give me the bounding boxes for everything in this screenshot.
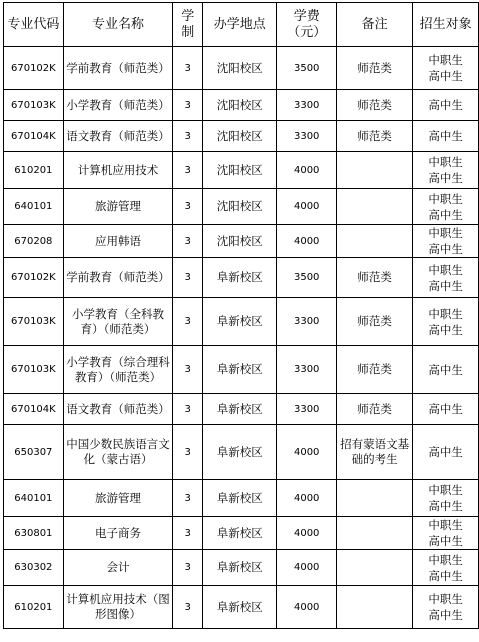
cell-target bbox=[413, 586, 479, 629]
cell-name: 小学教育（综合理科教育）（师范类） bbox=[63, 346, 173, 394]
cell-location: 阜新校区 bbox=[203, 550, 277, 586]
cell-code: 670103K bbox=[4, 298, 64, 346]
cell-fee: 3300 bbox=[277, 394, 337, 425]
cell-code: 670102K bbox=[4, 258, 64, 298]
cell-note bbox=[336, 550, 412, 586]
table-header bbox=[4, 3, 479, 47]
table-row bbox=[4, 225, 479, 258]
table-row bbox=[4, 346, 479, 394]
cell-note bbox=[336, 152, 412, 189]
cell-note bbox=[336, 189, 412, 225]
cell-name: 学前教育（师范类） bbox=[63, 47, 173, 90]
cell-fee: 3500 bbox=[277, 47, 337, 90]
header-code: 专业代码 bbox=[4, 3, 64, 47]
cell-fee: 3300 bbox=[277, 298, 337, 346]
target-item: 中职生 bbox=[428, 191, 463, 206]
cell-duration: 3 bbox=[173, 346, 203, 394]
cell-fee: 3300 bbox=[277, 90, 337, 121]
target-item: 高中生 bbox=[428, 129, 463, 143]
cell-target bbox=[413, 480, 479, 517]
cell-note: 师范类 bbox=[336, 298, 412, 346]
table-row bbox=[4, 298, 479, 346]
cell-target bbox=[413, 394, 479, 425]
cell-note: 师范类 bbox=[336, 258, 412, 298]
table-row bbox=[4, 586, 479, 629]
cell-location: 沈阳校区 bbox=[203, 47, 277, 90]
cell-name: 小学教育（全科教育）（师范类） bbox=[63, 298, 173, 346]
target-item: 中职生 bbox=[428, 306, 463, 321]
cell-fee: 4000 bbox=[277, 517, 337, 550]
cell-code: 670104K bbox=[4, 394, 64, 425]
cell-location: 沈阳校区 bbox=[203, 152, 277, 189]
cell-note: 师范类 bbox=[336, 121, 412, 152]
cell-name: 语文教育（师范类） bbox=[63, 394, 173, 425]
cell-note bbox=[336, 517, 412, 550]
cell-name: 电子商务 bbox=[63, 517, 173, 550]
target-item: 中职生 bbox=[428, 592, 463, 606]
cell-note: 师范类 bbox=[336, 90, 412, 121]
table-row bbox=[4, 189, 479, 225]
header-target: 招生对象 bbox=[413, 3, 479, 47]
cell-duration: 3 bbox=[173, 394, 203, 425]
target-item: 高中生 bbox=[428, 69, 463, 83]
cell-note: 招有蒙语文基础的考生 bbox=[336, 425, 412, 480]
cell-target bbox=[413, 425, 479, 480]
cell-target bbox=[413, 90, 479, 121]
cell-target bbox=[413, 121, 479, 152]
target-item: 高中生 bbox=[428, 207, 463, 222]
table-row bbox=[4, 90, 479, 121]
target-item: 高中生 bbox=[428, 98, 463, 112]
cell-note bbox=[336, 225, 412, 258]
cell-duration: 3 bbox=[173, 258, 203, 298]
cell-fee: 4000 bbox=[277, 480, 337, 517]
cell-duration: 3 bbox=[173, 586, 203, 629]
cell-fee: 3500 bbox=[277, 258, 337, 298]
table-row bbox=[4, 121, 479, 152]
target-item: 高中生 bbox=[428, 242, 463, 256]
cell-location: 沈阳校区 bbox=[203, 121, 277, 152]
cell-target bbox=[413, 346, 479, 394]
target-item: 高中生 bbox=[428, 499, 463, 513]
cell-location: 阜新校区 bbox=[203, 394, 277, 425]
cell-code: 670103K bbox=[4, 346, 64, 394]
cell-target bbox=[413, 258, 479, 298]
cell-location: 阜新校区 bbox=[203, 258, 277, 298]
cell-code: 650307 bbox=[4, 425, 64, 480]
cell-target bbox=[413, 47, 479, 90]
table-row bbox=[4, 152, 479, 189]
header-name: 专业名称 bbox=[63, 3, 173, 47]
target-item: 中职生 bbox=[428, 552, 463, 567]
cell-name: 学前教育（师范类） bbox=[63, 258, 173, 298]
cell-duration: 3 bbox=[173, 121, 203, 152]
cell-fee: 4000 bbox=[277, 550, 337, 586]
target-item: 高中生 bbox=[428, 362, 463, 377]
table-body bbox=[4, 47, 479, 629]
cell-note: 师范类 bbox=[336, 346, 412, 394]
target-item: 中职生 bbox=[428, 262, 463, 277]
cell-duration: 3 bbox=[173, 550, 203, 586]
header-note: 备注 bbox=[336, 3, 412, 47]
cell-fee: 4000 bbox=[277, 586, 337, 629]
cell-duration: 3 bbox=[173, 298, 203, 346]
cell-location: 沈阳校区 bbox=[203, 225, 277, 258]
cell-name: 计算机应用技术（图形图像） bbox=[63, 586, 173, 629]
target-item: 高中生 bbox=[428, 445, 463, 459]
cell-duration: 3 bbox=[173, 480, 203, 517]
cell-target bbox=[413, 298, 479, 346]
cell-location: 阜新校区 bbox=[203, 346, 277, 394]
target-item: 高中生 bbox=[428, 608, 463, 622]
header-row bbox=[4, 3, 479, 47]
header-location: 办学地点 bbox=[203, 3, 277, 47]
cell-location: 沈阳校区 bbox=[203, 90, 277, 121]
table-row bbox=[4, 480, 479, 517]
cell-location: 阜新校区 bbox=[203, 480, 277, 517]
cell-duration: 3 bbox=[173, 425, 203, 480]
cell-target bbox=[413, 189, 479, 225]
cell-fee: 3300 bbox=[277, 121, 337, 152]
cell-location: 阜新校区 bbox=[203, 425, 277, 480]
cell-fee: 4000 bbox=[277, 152, 337, 189]
cell-note: 师范类 bbox=[336, 394, 412, 425]
target-item: 高中生 bbox=[428, 568, 463, 583]
cell-duration: 3 bbox=[173, 225, 203, 258]
table-row bbox=[4, 47, 479, 90]
cell-code: 670103K bbox=[4, 90, 64, 121]
cell-location: 阜新校区 bbox=[203, 298, 277, 346]
target-item: 中职生 bbox=[428, 226, 463, 240]
cell-code: 630302 bbox=[4, 550, 64, 586]
header-duration: 学制 bbox=[173, 3, 203, 47]
target-item: 中职生 bbox=[428, 483, 463, 497]
enrollment-table bbox=[3, 2, 479, 629]
table-row bbox=[4, 425, 479, 480]
target-item: 高中生 bbox=[428, 278, 463, 293]
cell-duration: 3 bbox=[173, 90, 203, 121]
cell-note: 师范类 bbox=[336, 47, 412, 90]
cell-code: 670102K bbox=[4, 47, 64, 90]
cell-name: 计算机应用技术 bbox=[63, 152, 173, 189]
table-row bbox=[4, 258, 479, 298]
table-row bbox=[4, 550, 479, 586]
cell-name: 中国少数民族语言文化（蒙古语） bbox=[63, 425, 173, 480]
target-item: 高中生 bbox=[428, 171, 463, 185]
cell-name: 旅游管理 bbox=[63, 480, 173, 517]
cell-name: 应用韩语 bbox=[63, 225, 173, 258]
cell-fee: 4000 bbox=[277, 425, 337, 480]
target-item: 中职生 bbox=[428, 155, 463, 169]
cell-target bbox=[413, 550, 479, 586]
cell-location: 沈阳校区 bbox=[203, 189, 277, 225]
cell-code: 670104K bbox=[4, 121, 64, 152]
cell-fee: 4000 bbox=[277, 225, 337, 258]
header-fee: 学费（元） bbox=[277, 3, 337, 47]
cell-name: 语文教育（师范类） bbox=[63, 121, 173, 152]
cell-fee: 3300 bbox=[277, 346, 337, 394]
cell-duration: 3 bbox=[173, 47, 203, 90]
cell-name: 会计 bbox=[63, 550, 173, 586]
target-item: 高中生 bbox=[428, 402, 463, 416]
cell-target bbox=[413, 225, 479, 258]
target-item: 中职生 bbox=[428, 53, 463, 67]
target-item: 高中生 bbox=[428, 322, 463, 337]
cell-code: 630801 bbox=[4, 517, 64, 550]
cell-code: 670208 bbox=[4, 225, 64, 258]
target-item: 高中生 bbox=[428, 534, 463, 548]
cell-note bbox=[336, 480, 412, 517]
cell-code: 610201 bbox=[4, 586, 64, 629]
cell-code: 610201 bbox=[4, 152, 64, 189]
cell-code: 640101 bbox=[4, 480, 64, 517]
cell-fee: 4000 bbox=[277, 189, 337, 225]
cell-target bbox=[413, 152, 479, 189]
cell-location: 阜新校区 bbox=[203, 517, 277, 550]
cell-note bbox=[336, 586, 412, 629]
cell-code: 640101 bbox=[4, 189, 64, 225]
cell-duration: 3 bbox=[173, 189, 203, 225]
cell-name: 小学教育（师范类） bbox=[63, 90, 173, 121]
cell-name: 旅游管理 bbox=[63, 189, 173, 225]
cell-target bbox=[413, 517, 479, 550]
cell-duration: 3 bbox=[173, 517, 203, 550]
cell-duration: 3 bbox=[173, 152, 203, 189]
table-row bbox=[4, 394, 479, 425]
target-item: 中职生 bbox=[428, 518, 463, 532]
table-row bbox=[4, 517, 479, 550]
cell-location: 阜新校区 bbox=[203, 586, 277, 629]
